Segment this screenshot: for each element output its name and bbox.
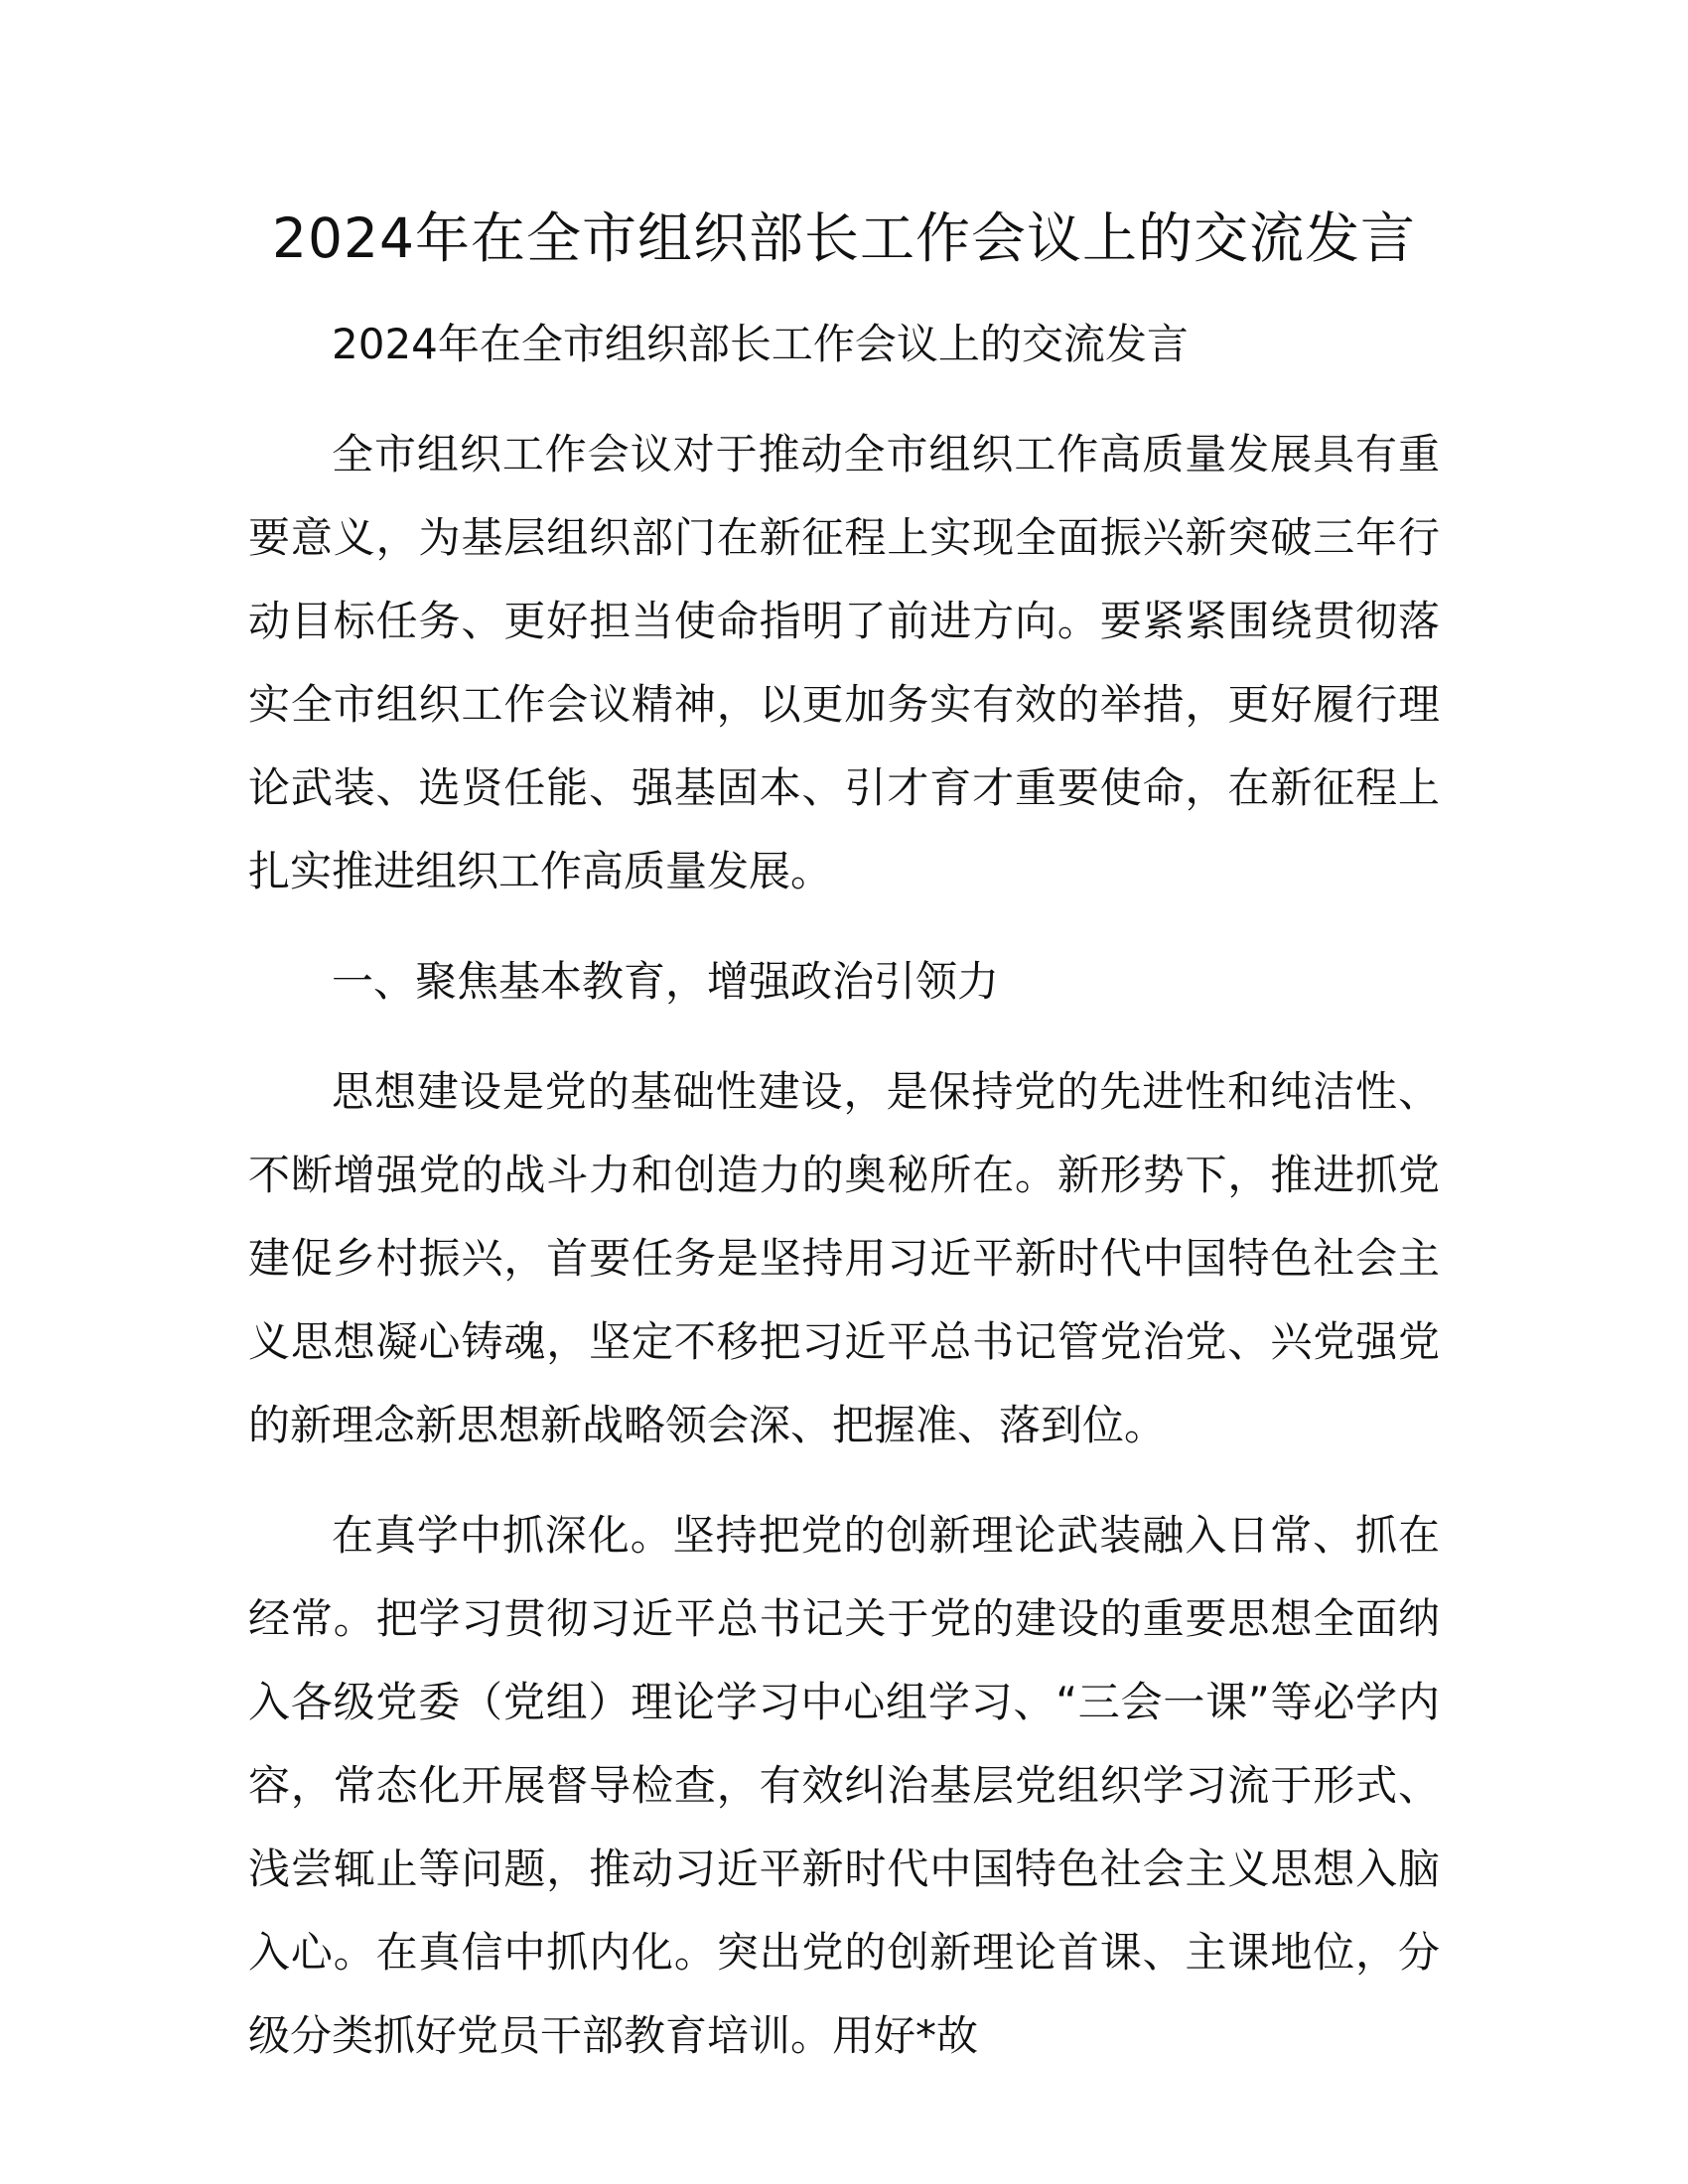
- section-heading-1: 一、聚焦基本教育，增强政治引领力: [332, 957, 1000, 1006]
- document-body: [248, 303, 1440, 2105]
- paragraph-ideological-building: 思想建设是党的基础性建设，是保持党的先进性和纯洁性、不断增强党的战斗力和创造力的奥秘所在。新形势下，推进抓党建促乡村振兴，首要任务是坚持用习近平新时代中国特色社会主义思想凝心铸魂，坚定不移把习近平总书记管党治党、兴党强党的新理念新思想新战略领会深、把握准、落到位。: [248, 1067, 1440, 1449]
- document-subtitle: 2024年在全市组织部长工作会议上的交流发言: [332, 320, 1189, 368]
- paragraph-intro: 全市组织工作会议对于推动全市组织工作高质量发展具有重要意义，为基层组织部门在新征程上实现全面振兴新突破三年行动目标任务、更好担当使命指明了前进方向。要紧紧围绕贯彻落实全市组织工作会议精神，以更加务实有效的举措，更好履行理论武装、选贤任能、强基固本、引才育才重要使命，在新征程上扎实推进组织工作高质量发展。: [248, 430, 1440, 895]
- document-title: 2024年在全市组织部长工作会议上的交流发言: [272, 206, 1416, 270]
- paragraph-true-learning: 在真学中抓深化。坚持把党的创新理论武装融入日常、抓在经常。把学习贯彻习近平总书记关于党的建设的重要思想全面纳入各级党委（党组）理论学习中心组学习、“三会一课”等必学内容，常态化开展督导检查，有效纠治基层党组织学习流于形式、浅尝辄止等问题，推动习近平新时代中国特色社会主义思想入脑入心。在真信中抓内化。突出党的创新理论首课、主课地位，分级分类抓好党员干部教育培训。用好*故: [248, 1511, 1440, 2060]
